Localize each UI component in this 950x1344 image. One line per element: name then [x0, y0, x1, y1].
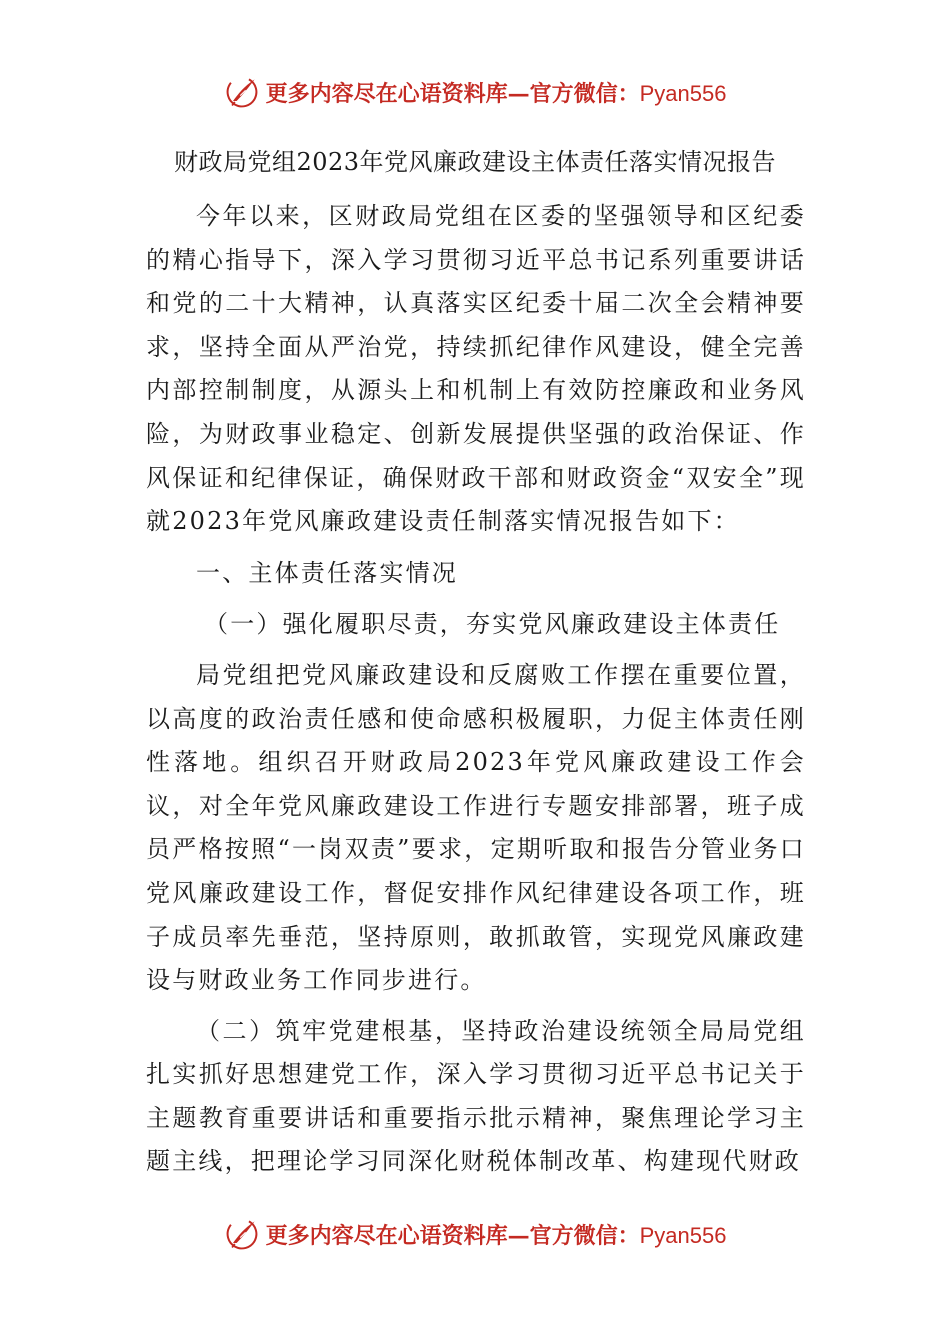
banner-text: 更多内容尽在心语资料库—官方微信：Pyan556 [265, 80, 727, 107]
body-paragraph-2: （二）筑牢党建根基，坚持政治建设统领全局局党组扎实抓好思想建党工作，深入学习贯彻习近平总书记关于主题教育重要讲话和重要指示批示精神，聚焦理论学习主题主线，把理论学习同深化财税体制改革、构建现代财政 [146, 1016, 806, 1176]
footer-banner [0, 1214, 950, 1254]
banner-text: 更多内容尽在心语资料库—官方微信：Pyan556 [265, 1222, 727, 1249]
quill-circle-logo-icon [224, 1216, 260, 1252]
quill-circle-logo-icon [224, 74, 260, 110]
section-heading-1: 一、主体责任落实情况 [196, 558, 458, 587]
wechat-id: Pyan556 [639, 1222, 727, 1248]
subsection-heading-1: （一）强化履职尽责，夯实党风廉政建设主体责任 [204, 610, 781, 639]
wechat-id: Pyan556 [639, 80, 727, 106]
document-title: 财政局党组2023年党风廉政建设主体责任落实情况报告 [173, 148, 777, 176]
body-paragraph-1: 局党组把党风廉政建设和反腐败工作摆在重要位置，以高度的政治责任感和使命感积极履职，力促主体责任刚性落地。组织召开财政局2023年党风廉政建设工作会议，对全年党风廉政建设工作进行专题安排部署，班子成员严格按照“一岗双责”要求，定期听取和报告分管业务口党风廉政建设工作，督促安排作风纪律建设各项工作，班子成员率先垂范，坚持原则，敢抓敢管，实现党风廉政建设与财政业务工作同步进行。 [146, 660, 806, 995]
intro-paragraph: 今年以来，区财政局党组在区委的坚强领导和区纪委的精心指导下，深入学习贯彻习近平总书记系列重要讲话和党的二十大精神，认真落实区纪委十届二次全会精神要求，坚持全面从严治党，持续抓纪律作风建设，健全完善内部控制制度，从源头上和机制上有效防控廉政和业务风险，为财政事业稳定、创新发展提供坚强的政治保证、作风保证和纪律保证，确保财政干部和财政资金“双安全”现就2023年党风廉政建设责任制落实情况报告如下： [146, 202, 806, 536]
document-body [146, 195, 806, 1184]
header-banner [0, 72, 950, 112]
